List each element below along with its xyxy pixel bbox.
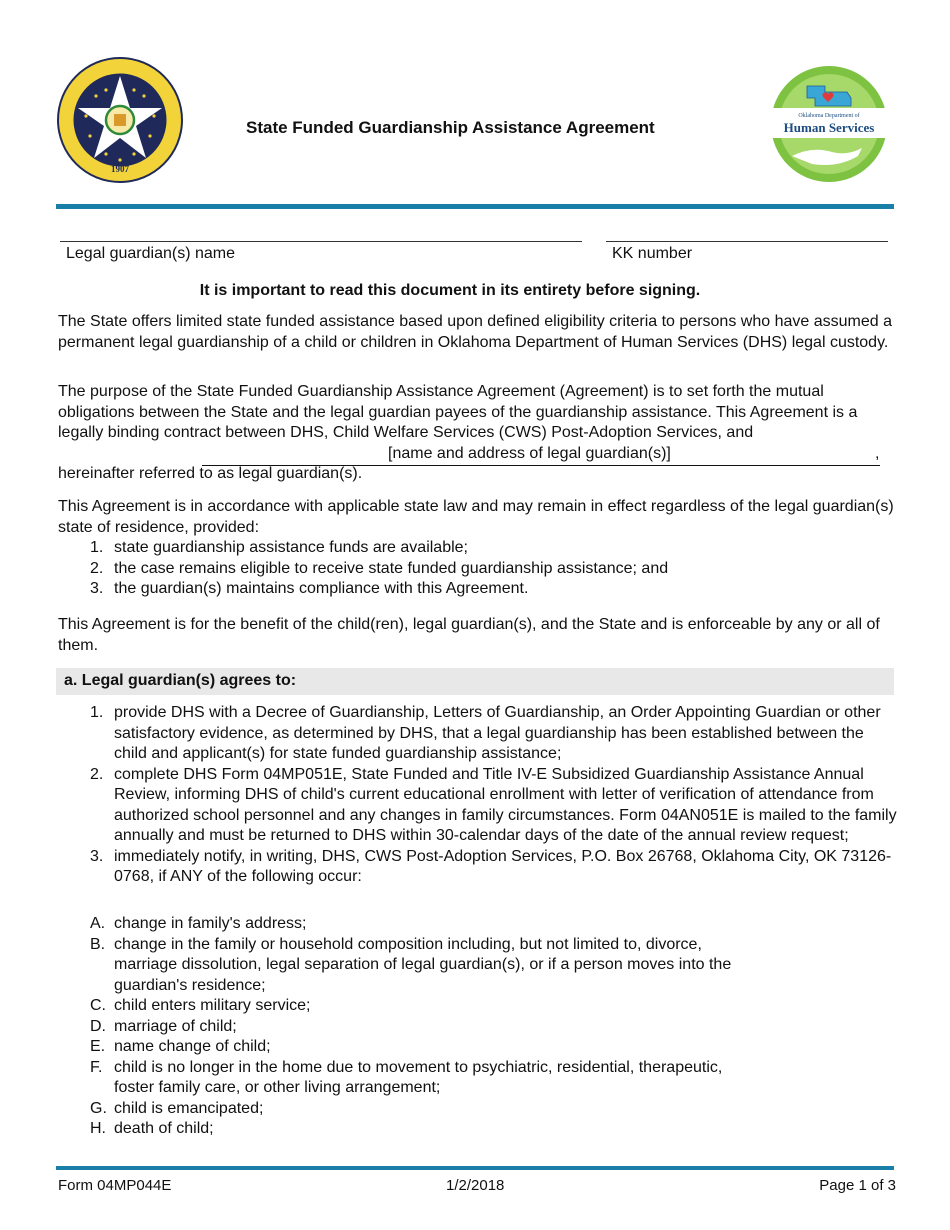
item-text: the case remains eligible to receive state funded guardianship assistance; and	[114, 559, 669, 577]
guardian-name-address-placeholder: [name and address of legal guardian(s)]	[388, 445, 671, 462]
item-number: 1.	[90, 539, 104, 556]
sub-list-item	[58, 914, 758, 935]
page-title: State Funded Guardianship Assistance Agreement	[246, 118, 655, 137]
item-text: death of child;	[114, 1120, 214, 1137]
sub-list-item	[58, 1099, 758, 1120]
item-letter: D.	[90, 1017, 106, 1035]
item-letter: H.	[90, 1120, 106, 1137]
svg-text:Oklahoma Department of: Oklahoma Department of	[798, 113, 860, 119]
section-a-list	[58, 703, 898, 888]
item-letter: G.	[90, 1099, 107, 1117]
kk-number-line[interactable]	[606, 241, 888, 242]
item-text: immediately notify, in writing, DHS, CWS Post-Adoption Services, P.O. Box 26768, Oklahoma City, OK 73126-0768, if ANY of the following occur:	[114, 847, 892, 885]
item-letter: F.	[90, 1058, 103, 1076]
item-number: 1.	[90, 704, 104, 721]
item-text: change in family's address;	[114, 915, 307, 932]
svg-text:1907: 1907	[111, 164, 129, 174]
item-text: change in the family or household composition including, but not limited to, divorce, marriage dissolution, legal separation of legal guardian(s), or if a person moves into the guardian's residence;	[114, 935, 732, 994]
oklahoma-state-seal-icon	[56, 56, 184, 184]
item-number: 2.	[90, 765, 104, 783]
kk-number-label: KK number	[612, 245, 693, 262]
item-text: provide DHS with a Decree of Guardianship, Letters of Guardianship, an Order Appointing Guardian or other satisfactory evidence, as determined by DHS, that a legal guardianship has been established between the child and applicant(s) for state funded guardianship assistance;	[114, 704, 881, 762]
sub-list-item	[58, 935, 758, 997]
guardian-name-label: Legal guardian(s) name	[66, 245, 235, 262]
important-notice: It is important to read this document in its entirety before signing.	[199, 282, 701, 299]
item-letter: B.	[90, 935, 106, 953]
item-text: child is no longer in the home due to movement to psychiatric, residential, therapeutic, foster family care, or other living arrangement;	[114, 1058, 723, 1096]
paragraph-eligibility	[58, 312, 898, 353]
comma: ,	[875, 445, 880, 462]
sub-list-item	[58, 1037, 758, 1058]
item-letter: E.	[90, 1038, 106, 1055]
paragraph-text: This Agreement is in accordance with applicable state law and may remain in effect regardless of the legal guardian(s) state of residence, provided:	[58, 498, 894, 536]
sub-list-item	[58, 1017, 758, 1038]
list-item	[58, 538, 898, 559]
provisions-list	[58, 538, 898, 600]
sub-list-item	[58, 996, 758, 1017]
paragraph-text: The purpose of the State Funded Guardianship Assistance Agreement (Agreement) is to set forth the mutual obligations between the State and the legal guardian payees of the guardianship assistance. This Agreement is a legally binding contract between DHS, Child Welfare Services (CWS) Post-Adoption Services, and	[58, 383, 858, 441]
item-number: 3.	[90, 847, 104, 865]
list-item	[58, 847, 898, 888]
item-text: marriage of child;	[114, 1017, 237, 1035]
item-text: state guardianship assistance funds are available;	[114, 539, 468, 556]
item-text: child is emancipated;	[114, 1099, 264, 1117]
form-date: 1/2/2018	[446, 1177, 505, 1194]
paragraph-text: This Agreement is for the benefit of the child(ren), legal guardian(s), and the State and is enforceable by any or all of them.	[58, 616, 880, 654]
notify-conditions-list	[58, 914, 758, 1140]
item-number: 2.	[90, 559, 104, 577]
item-text: complete DHS Form 04MP051E, State Funded and Title IV-E Subsidized Guardianship Assistance Annual Review, informing DHS of child's current educational enrollment with letter of verification of attendance from authorized school personnel and any changes in family circumstances. Form 04AN051E is mailed to the family annually and must be returned to DHS within 30-calendar days of the date of the annual review request;	[114, 765, 897, 844]
paragraph-purpose-end	[58, 464, 898, 485]
footer-divider	[56, 1166, 894, 1170]
list-item	[58, 765, 898, 847]
sub-list-item	[58, 1058, 758, 1099]
list-item	[58, 703, 898, 765]
item-text: child enters military service;	[114, 997, 311, 1014]
list-item	[58, 559, 898, 580]
page-number: Page 1 of 3	[819, 1177, 896, 1194]
form-number: Form 04MP044E	[58, 1177, 172, 1194]
document-header	[56, 56, 896, 186]
section-a-heading: a. Legal guardian(s) agrees to:	[56, 668, 894, 695]
item-number: 3.	[90, 580, 104, 597]
sub-list-item	[58, 1119, 758, 1140]
list-item	[58, 579, 898, 600]
item-text: the guardian(s) maintains compliance with this Agreement.	[114, 580, 529, 597]
svg-text:Human Services: Human Services	[783, 120, 875, 135]
paragraph-benefit	[58, 615, 898, 656]
guardian-name-line[interactable]	[60, 241, 582, 242]
paragraph-purpose	[58, 382, 898, 444]
paragraph-provisions	[58, 497, 898, 600]
item-letter: C.	[90, 997, 106, 1014]
paragraph-text: The State offers limited state funded assistance based upon defined eligibility criteria to persons who have assumed a permanent legal guardianship of a child or children in Oklahoma Department of Human Services (DHS) legal custody.	[58, 313, 892, 351]
dhs-logo-icon	[762, 64, 896, 184]
paragraph-text: hereinafter referred to as legal guardian(s).	[58, 465, 363, 482]
header-divider	[56, 204, 894, 209]
item-letter: A.	[90, 915, 106, 932]
item-text: name change of child;	[114, 1038, 271, 1055]
